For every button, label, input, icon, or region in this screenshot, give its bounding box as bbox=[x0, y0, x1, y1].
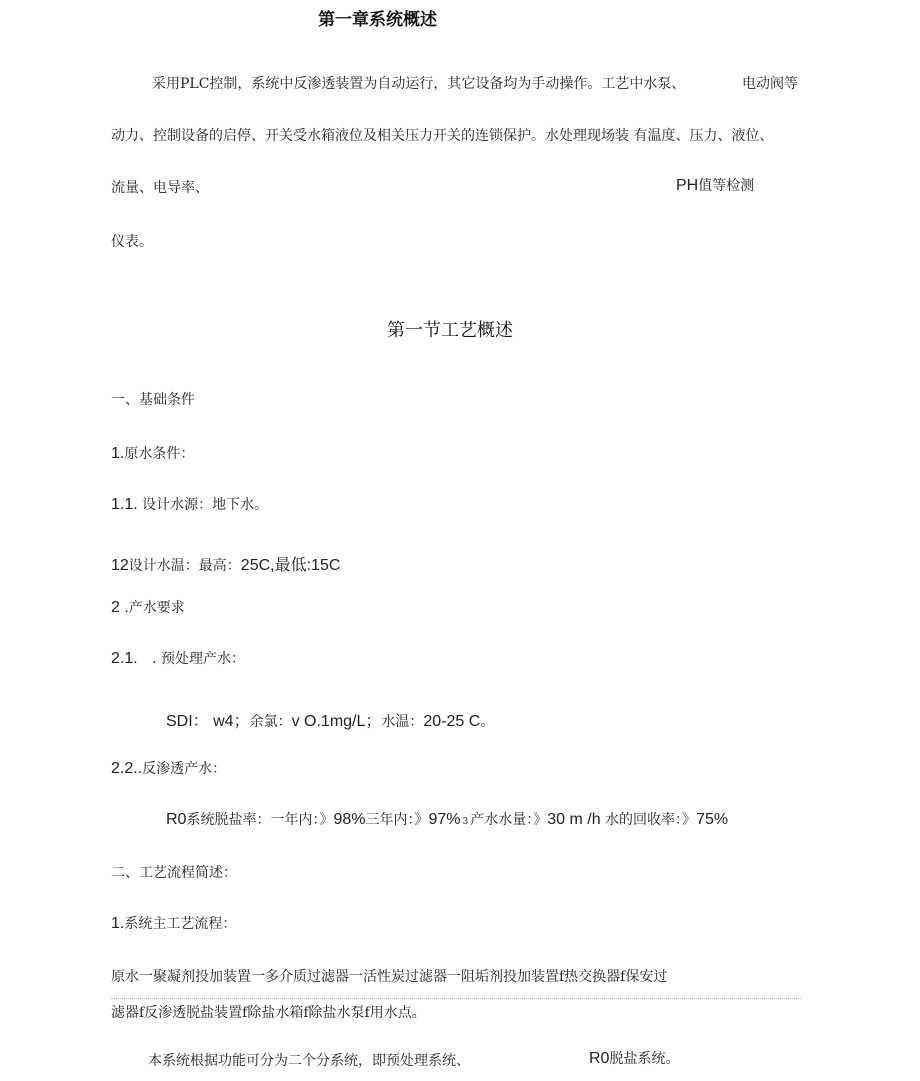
main-process-heading bbox=[111, 913, 236, 933]
ro-j: 75% bbox=[696, 811, 729, 828]
design-source-num: 1.1. bbox=[111, 496, 138, 513]
ro-a: R0 bbox=[166, 811, 187, 828]
pretreat-temp-label: 水温： bbox=[381, 714, 424, 730]
subsystem-ro-code: R0 bbox=[589, 1050, 610, 1067]
design-source-text: 设计水源：地下水。 bbox=[137, 497, 269, 513]
design-temp-label: 设计水温：最高： bbox=[128, 558, 241, 574]
pretreat-num: 2.1. bbox=[111, 650, 138, 667]
pretreat-chlorine-label: 余氯： bbox=[249, 714, 292, 730]
raw-water-num: 1. bbox=[111, 445, 125, 462]
pretreat-specs bbox=[166, 708, 494, 731]
design-temp-num: 12 bbox=[111, 557, 129, 574]
pretreat-heading bbox=[111, 648, 245, 668]
ro-num: 2.2. bbox=[111, 760, 138, 777]
basic-heading: 一、基础条件 bbox=[111, 392, 195, 408]
pretreat-chlorine-val: v O.1mg/L； bbox=[291, 713, 382, 730]
design-temp bbox=[111, 552, 340, 575]
ro-heading bbox=[111, 758, 226, 778]
ro-specs bbox=[166, 809, 728, 829]
output-num: 2 bbox=[111, 599, 120, 616]
pretreat-label: . 预处理产水： bbox=[147, 651, 246, 667]
subsystem-ro-text: 脱盐系统。 bbox=[609, 1051, 680, 1067]
main-process-label: 系统主工艺流程： bbox=[124, 916, 237, 932]
intro-line-4: 仪表。 bbox=[111, 234, 153, 250]
main-process-num: 1. bbox=[111, 915, 125, 932]
flow-line-2: 滤器f反渗透脱盐装置f除盐水箱f除盐水泵f用水点。 bbox=[111, 1005, 426, 1021]
flow-line-1: 原水一聚凝剂投加装置一多介质过滤器一活性炭过滤器一阻垢剂投加装置f热交换器f保安过 bbox=[111, 969, 668, 985]
chapter-title: 第一章系统概述 bbox=[318, 10, 437, 30]
pretreat-sdi: SDI： w4； bbox=[166, 713, 250, 730]
ro-h: 30 m /h bbox=[547, 811, 601, 828]
intro-line-1 bbox=[152, 73, 685, 93]
intro-line-2: 动力、控制设备的启停、开关受水箱液位及相关压力开关的连锁保护。水处理现场装 有温度、压力、液位、 bbox=[111, 128, 774, 144]
subsystem-text: 本系统根据功能可分为二个分系统，即预处理系统、 bbox=[148, 1053, 470, 1069]
section-title: 第一节工艺概述 bbox=[387, 320, 513, 341]
ro-g: 产水水量：》 bbox=[470, 812, 548, 828]
ro-label: .反渗透产水： bbox=[137, 761, 227, 777]
ro-e: 97% bbox=[428, 811, 461, 828]
output-label: .产水要求 bbox=[119, 600, 185, 616]
intro-line-1-text: 采用PLC控制，系统中反渗透装置为自动运行，其它设备均为手动操作。工艺中水泵、 bbox=[152, 76, 686, 92]
subsystem-tail bbox=[589, 1048, 679, 1068]
pretreat-temp-val: 20-25 C bbox=[423, 713, 481, 730]
ro-c: 98% bbox=[333, 811, 366, 828]
pretreat-end: 。 bbox=[480, 714, 495, 730]
intro-line-3-left: 流量、电导率、 bbox=[111, 180, 209, 196]
ph-text: 值等检测 bbox=[698, 178, 755, 194]
intro-line-1-tail: 电动阀等 bbox=[742, 76, 798, 92]
raw-water-label: 原水条件： bbox=[124, 446, 195, 462]
output-requirements bbox=[111, 597, 185, 617]
ro-d: 三年内：》 bbox=[365, 812, 429, 828]
ph-code: PH bbox=[676, 177, 699, 194]
page-divider bbox=[111, 998, 801, 999]
process-heading: 二、工艺流程简述： bbox=[111, 865, 237, 881]
raw-water-heading bbox=[111, 443, 194, 463]
ro-i: 水的回收率：》 bbox=[600, 812, 697, 828]
ro-b: 系统脱盐率：一年内：》 bbox=[186, 812, 334, 828]
design-temp-values: 25C,最低:15C bbox=[240, 557, 341, 574]
intro-line-3-right bbox=[676, 175, 754, 195]
ro-f: 3 bbox=[462, 817, 469, 827]
design-source bbox=[111, 494, 268, 514]
